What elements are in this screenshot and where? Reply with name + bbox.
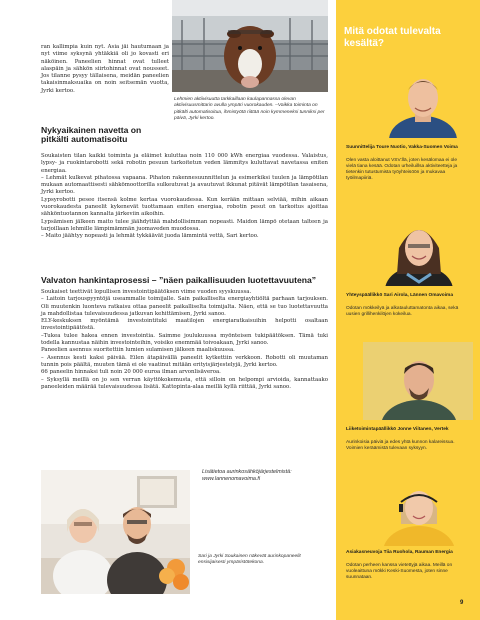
person-photo-sari-image: [363, 208, 473, 286]
more-info-link[interactable]: Lisätietoa aurinkosähköjärjestelmistä: www.lannenomavoima.fi: [202, 469, 292, 482]
cow-photo-image: [172, 0, 328, 92]
person-name-toure: Suunnittelija Toure Nuotio, Vakka-Suomen Voima: [346, 145, 458, 150]
person-photo-jonne: [363, 342, 473, 420]
couple-photo-image: [41, 470, 190, 594]
cow-photo-caption: Lehmien aktiivisuutta tarkkaillaan kaulapannassa olevan aktiivisuusmittarin avulla ympäri vuorokauden. –Vaikka toiminta on pitkälti automatisoitua, ihmistyötä riittää noin kymmeneksi tunniksi per päivä, Jyrki kertoo.: [174, 97, 325, 122]
person-photo-toure: [363, 60, 473, 138]
couple-photo-caption: Sari ja Jyrki Soukainen näkevät aurinkopaneelit ensisijaisesti ympäristötekona.: [198, 554, 301, 566]
person-name-tiia: Asiakasneuvoja Tiia Ruohola, Rauman Energia: [346, 550, 453, 555]
person-photo-jonne-image: [363, 342, 473, 420]
person-photo-tiia-image: [363, 468, 473, 546]
page-number: 9: [460, 600, 464, 606]
person-photo-sari: [363, 208, 473, 286]
person-photo-toure-image: [363, 60, 473, 138]
person-text-tiia: Odotan perheen kanssa vietettyjä aikaa. Meillä on vuoleaittuna mökki Keski-Suomesta, joten sinne suunnataan.: [346, 563, 453, 580]
sidebar-title: Mitä odotat tulevalta kesältä?: [344, 26, 441, 49]
person-text-toure: Olen vasta aloittanut VSV:llä, joten kesälomaa ei ole vielä tiana kesää. Odotan urheiluillsa aktiviteetteja ja tietenkin tutustumista työyhteisöön ja mukavaa työilmapiiriä.: [346, 158, 458, 181]
person-name-jonne: Liiketoimintapäällikkö Jonne Viitanen, Vertek: [346, 427, 449, 432]
couple-photo: [41, 470, 190, 594]
section-heading-automation: Nykyaikainen navetta on pitkälti automatisoitu: [41, 125, 142, 144]
person-text-jonne: Aurinkoisia päiviä ja edes yhtä kunnon kalareissua. Voimien keräämistä tulevaan syksyyn.: [346, 440, 455, 451]
section-automation-text: Soukaisten tilan kaikki toiminta ja eläimet kuluttaa noin 110 000 kWh energiaa vuodessa. Valaistus, lypsy- ja ruokintarobotti sekä robotin pesuun tarkoitetun veden lämmitys kuluttavat navetassa eniten energiaa. – Lehmät kulkevat pihatossa vapaana. Pihaton rakennesuunnittelun ja esimerkiksi tuulen ja lämpötilan mukaan automaattisesti sähkömoottorilla sulkeutuvat ja avautuvat ikkunat pitävät lämpötilan tasaisena, Jyrki kertoo. Lypsyrobotti pesee itsensä kolme kertaa vuorokaudessa. Kun kerään mittaan selviää, mihin aikaan vuorokaudesta paneelit kykenevät tuottamaan eniten energiaa, robotin pesut on tarkoitus ajoittaa sähköntuotannon kannalta järkeviin aikoihin. Lypsämisen jälkeen maito tulee jäähdyttää mahdollisimman nopeasti. Maidon lämpö otetaan talteen ja tarjoillaan lehmille lämpimämmän juomaveden muodossa. – Maito jäähtyy nopeasti ja lehmät tykkäävät juoda lämmintä vettä, Sari kertoo.: [41, 153, 328, 240]
person-text-sari: Odotan mökkeilyä ja alkatauluttamatonta aikaa, sekä uusien grillihenkilöjen kokeilua.: [346, 306, 459, 317]
person-photo-tiia: [363, 468, 473, 546]
article-intro-text: ran kallimpia kuin nyt. Asia jäi hautumaan ja nyt viime syksynä yhtäkkiä oli jo kovasti eri näköinen. Paneelien hinnat ovat tulleet alaspäin ja sähkön siirtohinnat ovat nousseet. Jos tilanne pysyy tällaisena, meidän paneelien takaisinmaksuaika on noin seitsemän vuotta, Jyrki kertoo.: [41, 44, 171, 94]
person-name-sari: Yhteyspäällikkö Sari Airola, Lännen Omavoima: [346, 293, 453, 298]
section-heading-procurement: Valvaton hankintaprosessi – ”näen paikallisuuden luotettavuutena”: [41, 275, 317, 285]
section-procurement-text: Soukaiset teettivät lopullisen investointipäätöksen viime vuoden syyskuussa. – Laitoin tarjouspyyntöjä useammalle toimijalle. Sain paikalliselta energiayhtiöltä parhaan tarjouksen. Oli muutenkin luonteva ratkaisu ottaa paneelit paikalliselta toimijalta. Näen, että se tuo luotettavuutta ja mahdollistaa tulevaisuudessa jatkuvan kehittämisen, Jyrki sanoo. ELY-keskuksen myöntämä investointituki maatilojen energiaratkaisuihin helpotti osaltaan investointipäätöstä. –Tukea tulee hakea ennen investointia. Saimme joulukuussa myönteisen tukipäätöksen. Tämä tuki todella kannustaa näihin investointeihin, voisiko enemmää toivoakaan, Jyrki sanoo. Paneelien asennus suoritettiin lumien sulamisen jälkeen maaliskuussa. – Asennus kesti kaksi päivää. Eilen ätapäivällä paneelit kytkettiin verkkoon. Robotti oli muutaman tunnin pois päältä, muuten tämä ei ole vaatinut mitään erityisjärjestelyjä, Jyrki kertoo. 66 paneelin hinnaksi tuli noin 20 000 euroa ilman arvonlisäveroa. – Syksyllä meillä on jo sen verran käyttökokemusta, että silloin on helpompi arvioida, kannattaako paneeleiden määrää tulevaisuudessa lisätä. Kattopinta-alaa meillä kyllä riittää, Jyrki sanoo.: [41, 289, 328, 390]
cow-photo: [172, 0, 328, 92]
